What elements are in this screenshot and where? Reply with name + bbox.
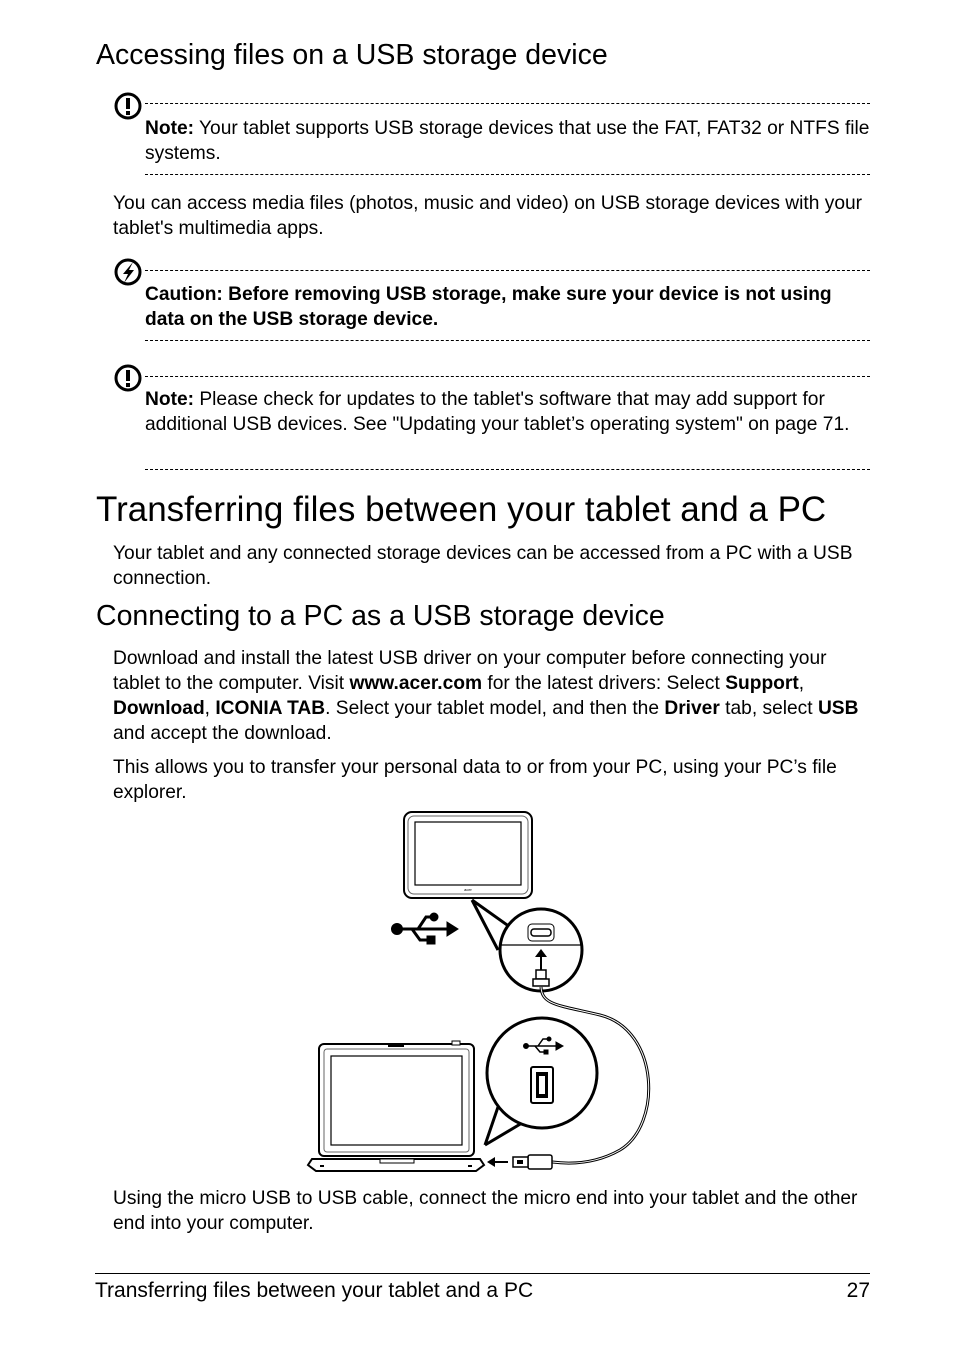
note-software-updates: Note: Please check for updates to the tablet's software that may add support for additional USB devices. See "Updating your tablet’s operating system" on page 71. xyxy=(145,389,850,435)
footer-rule xyxy=(95,1273,870,1274)
caution-icon xyxy=(113,256,145,288)
page-number: 27 xyxy=(846,1279,870,1302)
usb-icon xyxy=(392,913,459,944)
paragraph-media-files: You can access media files (photos, music and video) on USB storage devices with your tablet's multimedia apps. xyxy=(113,193,863,239)
footer-title: Transferring files between your tablet and a PC xyxy=(95,1279,534,1302)
section-heading-connecting: Connecting to a PC as a USB storage device xyxy=(96,600,665,632)
paragraph-file-explorer: This allows you to transfer your personal data to or from your PC, using your PC’s file explorer. xyxy=(113,757,837,803)
usb-plug-illustration xyxy=(487,1155,552,1169)
note-fat-filesystems: Note: Your tablet supports USB storage devices that use the FAT, FAT32 or NTFS file systems. xyxy=(145,118,870,164)
divider xyxy=(145,469,870,470)
laptop-illustration xyxy=(308,1041,484,1171)
divider xyxy=(145,103,870,104)
acer-website-link: www.acer.com xyxy=(349,673,483,694)
usb-port-zoom-circle xyxy=(487,1018,597,1128)
chapter-heading-transferring: Transferring files between your tablet and a PC xyxy=(96,490,827,529)
divider xyxy=(145,340,870,341)
caution-remove-usb: Caution: Before removing USB storage, make sure your device is not using data on the USB storage device. xyxy=(145,284,832,330)
divider xyxy=(145,376,870,377)
section-heading-usb-storage: Accessing files on a USB storage device xyxy=(96,39,608,71)
tablet-illustration xyxy=(404,812,532,898)
divider xyxy=(145,270,870,271)
usb-connection-illustration xyxy=(300,805,670,1180)
paragraph-cable-instructions: Using the micro USB to USB cable, connect the micro end into your tablet and the other end into your computer. xyxy=(113,1188,858,1234)
note-icon xyxy=(113,90,145,122)
paragraph-pc-access: Your tablet and any connected storage devices can be accessed from a PC with a USB connection. xyxy=(113,543,853,589)
micro-usb-zoom-circle xyxy=(500,909,582,991)
note-icon xyxy=(113,362,145,394)
paragraph-driver-download: Download and install the latest USB driver on your computer before connecting your tablet to the computer. Visit www.acer.com for the latest drivers: Select Support, Download, ICONIA TAB. Select your tablet model, and then the Driver tab, select USB and accept the download. xyxy=(113,648,859,744)
divider xyxy=(145,174,870,175)
svg-text:acer: acer xyxy=(464,887,472,892)
